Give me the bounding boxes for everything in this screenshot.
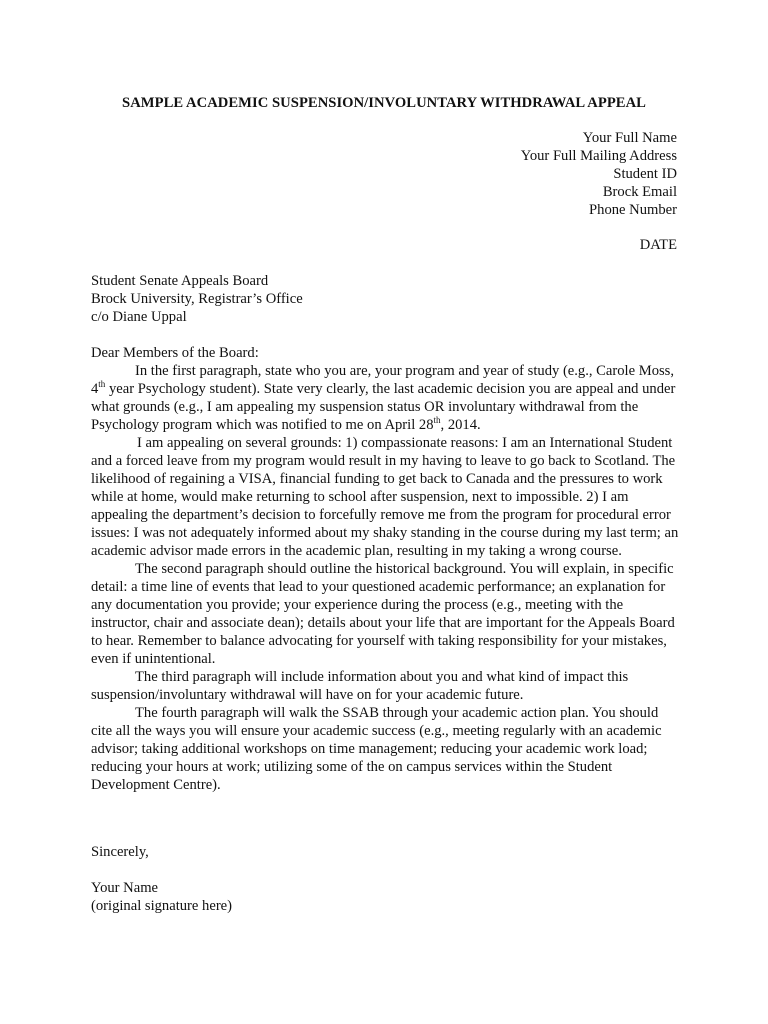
- sender-student-id: Student ID: [613, 166, 677, 182]
- paragraph-1-part-b: year Psychology student). State very clearly, the last academic decision you are appeal and under what grounds (e.g., I am appealing my suspension status OR involuntary withdrawal from the Psychology program which was notified to me on April 28: [91, 381, 676, 433]
- recipient-line-3: c/o Diane Uppal: [91, 309, 187, 325]
- paragraph-1-part-c: , 2014.: [440, 417, 481, 433]
- paragraph-1-sup-b: th: [433, 415, 441, 426]
- salutation: Dear Members of the Board:: [91, 345, 259, 361]
- recipient-block: [91, 272, 303, 326]
- signature-name: Your Name: [91, 880, 159, 896]
- letter-body: [91, 344, 681, 794]
- recipient-line-2: Brock University, Registrar’s Office: [91, 291, 303, 307]
- document-title: SAMPLE ACADEMIC SUSPENSION/INVOLUNTARY WITHDRAWAL APPEAL: [122, 95, 646, 111]
- sender-email: Brock Email: [602, 184, 677, 200]
- sender-phone: Phone Number: [589, 202, 677, 218]
- paragraph-3: The second paragraph should outline the historical background. You will explain, in specific detail: a time line of events that lead to your questioned academic performance; an explanation for any documentation you provide; your experience during the process (e.g., meeting with the instructor, chair and associate dean); details about your life that are important for the Appeals Board to hear. Remember to balance advocating for yourself with taking responsibility for your mistakes, even if unintentional.: [91, 561, 675, 667]
- paragraph-1: [91, 362, 681, 434]
- paragraph-5: The fourth paragraph will walk the SSAB through your academic action plan. You should cite all the ways you will ensure your academic success (e.g., meeting regularly with an academic advisor; taking additional workshops on time management; reducing your academic work load; reducing your hours at work; utilizing some of the on campus services within the Student Development Centre).: [91, 705, 662, 793]
- sender-mailing-address: Your Full Mailing Address: [520, 148, 677, 164]
- closing: Sincerely,: [91, 844, 149, 860]
- recipient-line-1: Student Senate Appeals Board: [91, 273, 269, 289]
- paragraph-4: The third paragraph will include information about you and what kind of impact this suspension/involuntary withdrawal will have on for your academic future.: [91, 669, 629, 703]
- signature-note: (original signature here): [91, 898, 233, 914]
- signature-block: [91, 879, 232, 915]
- paragraph-1-sup-a: th: [98, 379, 106, 390]
- paragraph-1-part-a: In the first paragraph, state who you are, your program and year of study (e.g., Carole Moss, 4: [91, 363, 674, 397]
- sender-block: [521, 129, 677, 219]
- letter-date: DATE: [639, 237, 677, 253]
- sender-full-name: Your Full Name: [582, 130, 677, 146]
- paragraph-2: I am appealing on several grounds: 1) compassionate reasons: I am an International Student and a forced leave from my program would result in my having to leave to go back to Scotland. The likelihood of regaining a VISA, financial funding to get back to Canada and the pressures to work while at home, would make returning to school after suspension, next to impossible. 2) I am appealing the department’s decision to forcefully remove me from the program for procedural error issues: I was not adequately informed about my shaky standing in the course during my last term; an academic advisor made errors in the academic plan, resulting in my taking a wrong course.: [91, 435, 679, 559]
